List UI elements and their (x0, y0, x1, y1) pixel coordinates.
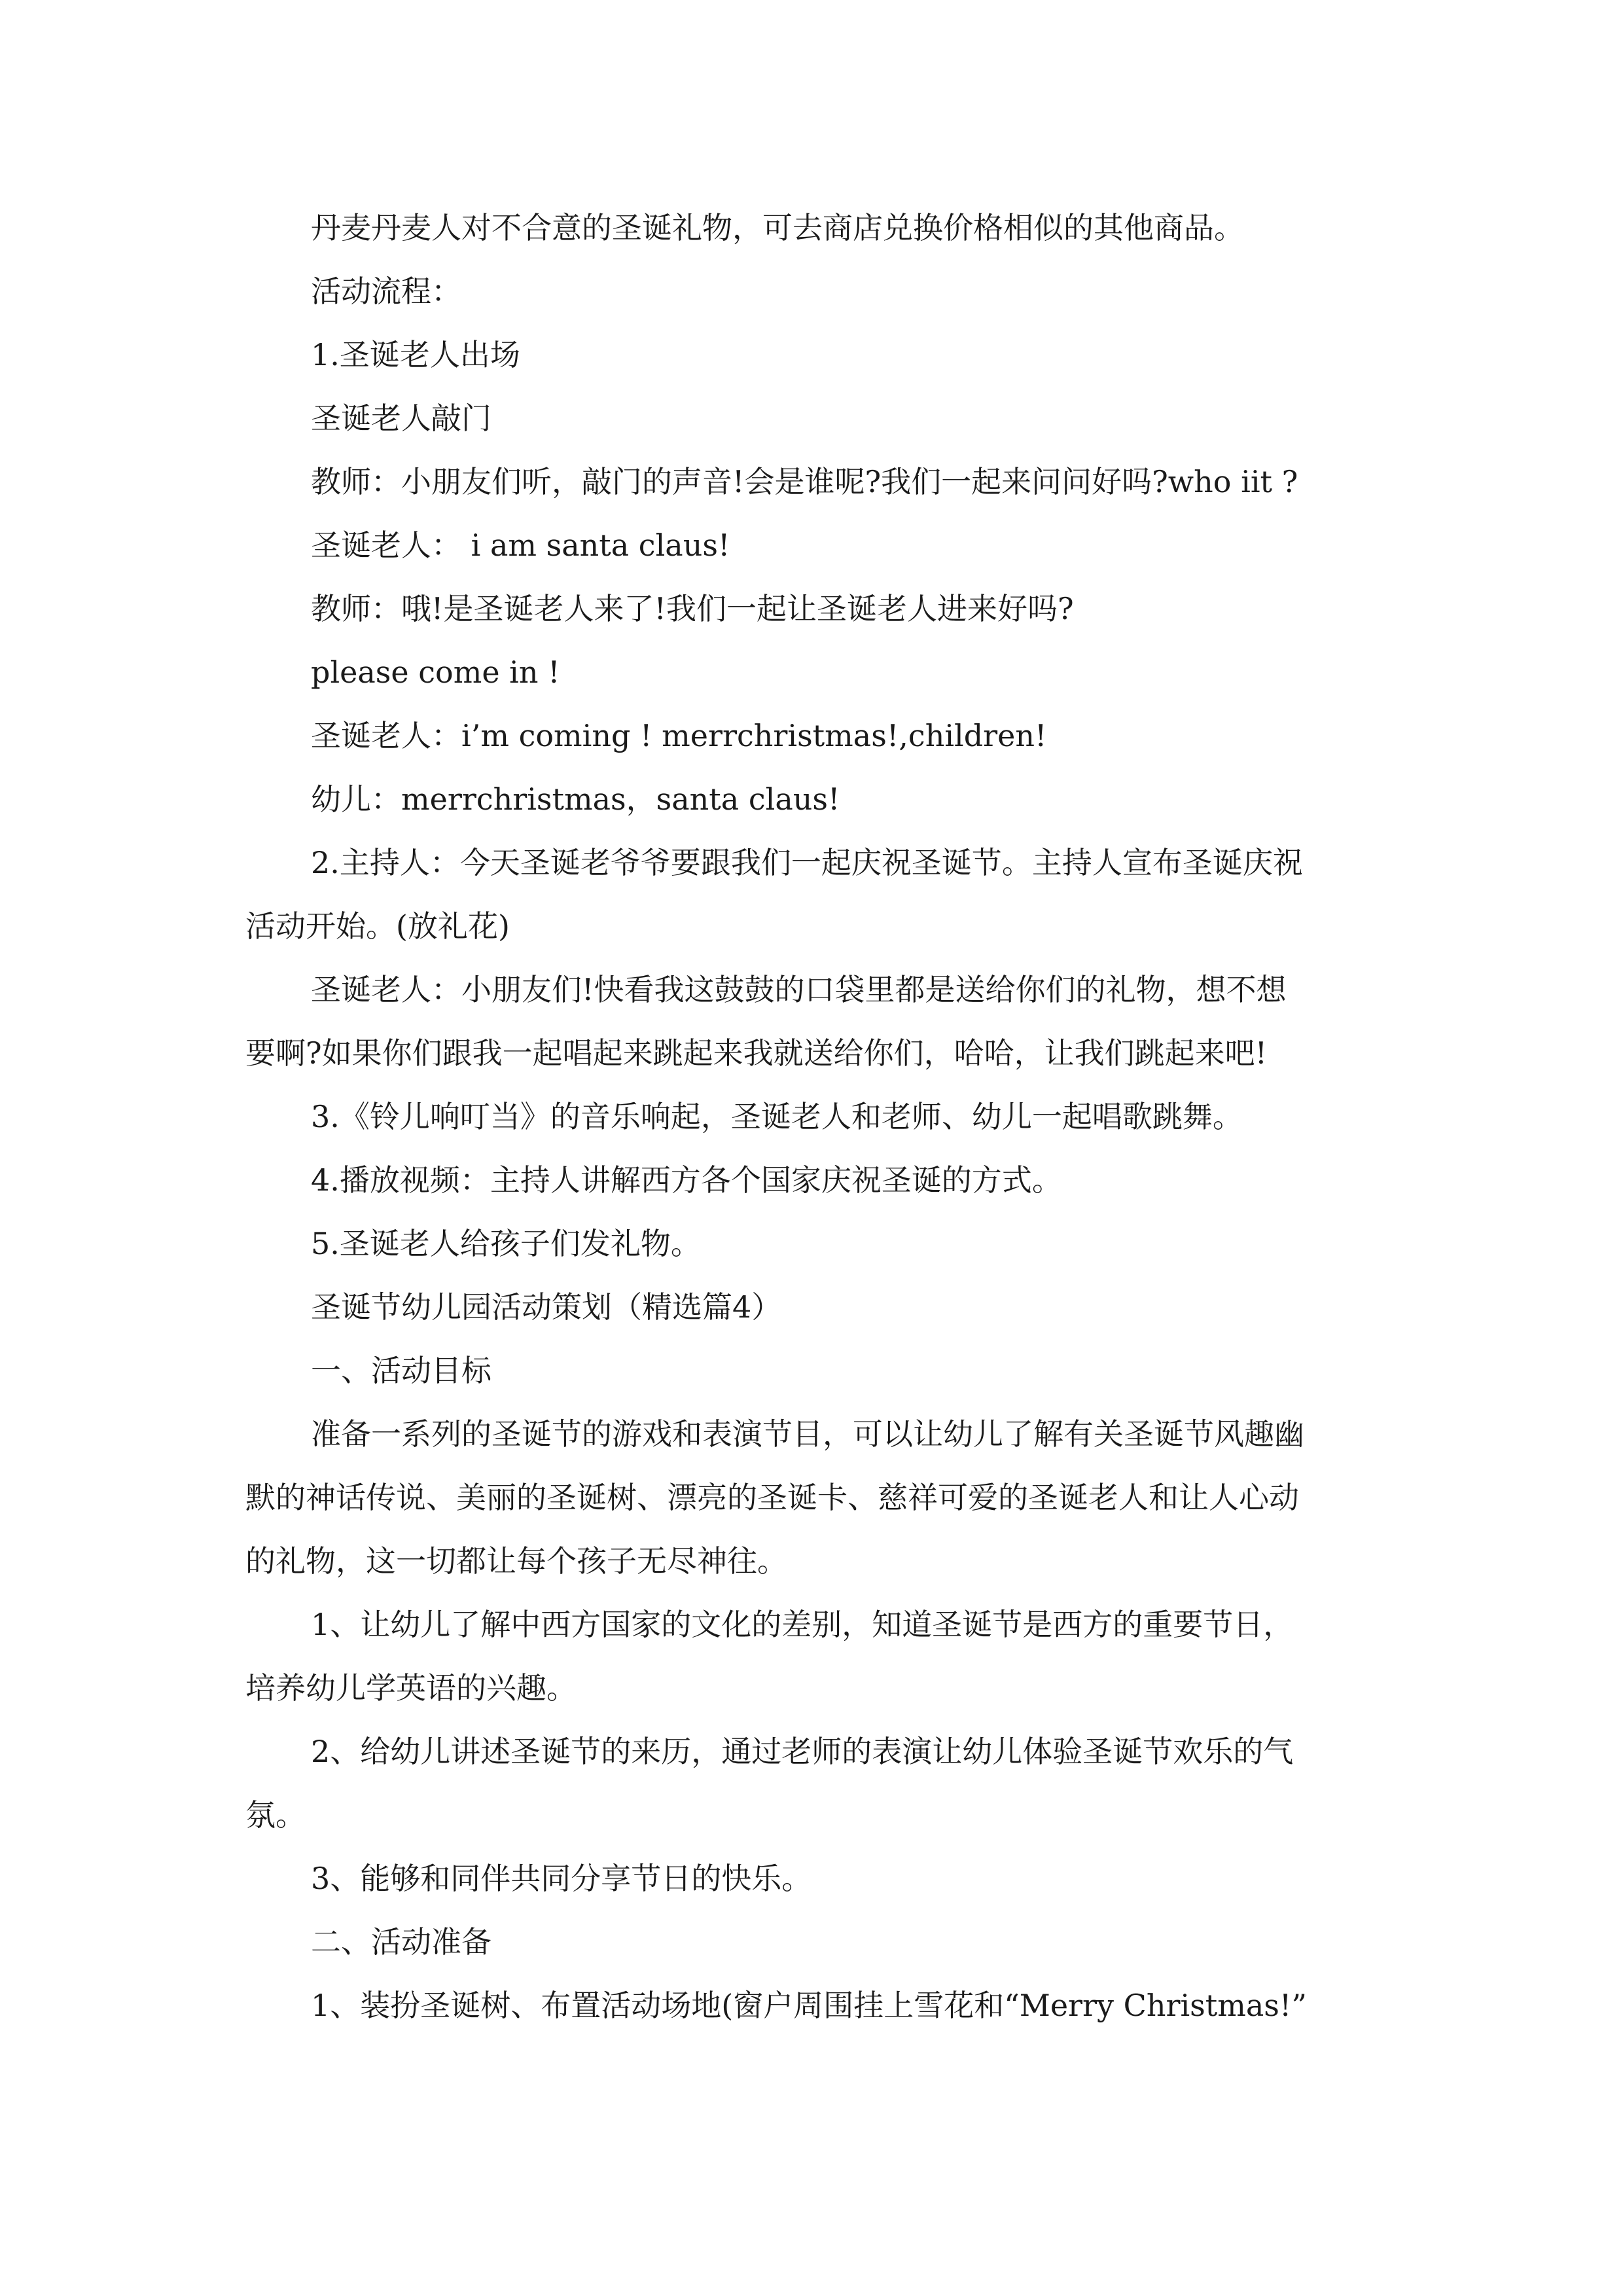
step-heading: 4.播放视频：主持人讲解西方各个国家庆祝圣诞的方式。 (311, 1162, 1062, 1198)
paragraph-line: 准备一系列的圣诞节的游戏和表演节目，可以让幼儿了解有关圣诞节风趣幽 (311, 1416, 1304, 1452)
step-heading: 1.圣诞老人出场 (311, 337, 520, 372)
section-label-activity-flow: 活动流程： (311, 274, 461, 309)
dialogue-line: please come in ! (311, 655, 560, 690)
paragraph-line-continuation: 要啊?如果你们跟我一起唱起来跳起来我就送给你们，哈哈，让我们跳起来吧! (245, 1035, 1268, 1071)
step-heading: 2.主持人：今天圣诞老爷爷要跟我们一起庆祝圣诞节。主持人宣布圣诞庆祝 (311, 845, 1303, 880)
dialogue-line: 圣诞老人：小朋友们!快看我这鼓鼓的口袋里都是送给你们的礼物，想不想 (311, 972, 1287, 1007)
document-body (245, 196, 1384, 2037)
dialogue-line: 教师：小朋友们听，敲门的声音!会是谁呢?我们一起来问问好吗?who iit ? (311, 464, 1298, 499)
list-item: 2、给幼儿讲述圣诞节的来历，通过老师的表演让幼儿体验圣诞节欢乐的气 (311, 1734, 1294, 1769)
paragraph-line-continuation: 的礼物，这一切都让每个孩子无尽神往。 (245, 1543, 787, 1579)
paragraph-line-continuation: 培养幼儿学英语的兴趣。 (245, 1670, 577, 1706)
list-item: 1、让幼儿了解中西方国家的文化的差别，知道圣诞节是西方的重要节日， (311, 1607, 1294, 1642)
paragraph-line: 丹麦丹麦人对不合意的圣诞礼物，可去商店兑换价格相似的其他商品。 (311, 210, 1244, 245)
list-item: 1、装扮圣诞树、布置活动场地(窗户周围挂上雪花和“Merry Christmas!” (311, 1988, 1307, 2023)
dialogue-line: 教师：哦!是圣诞老人来了!我们一起让圣诞老人进来好吗? (311, 591, 1074, 626)
paragraph-line: 圣诞老人敲门 (311, 401, 491, 436)
dialogue-line: 幼儿：merrchristmas，santa claus! (311, 781, 840, 817)
section-heading-goals: 一、活动目标 (311, 1353, 491, 1388)
paragraph-line-continuation: 活动开始。(放礼花) (245, 908, 510, 944)
list-item: 3、能够和同伴共同分享节日的快乐。 (311, 1861, 812, 1896)
section-heading-preparation: 二、活动准备 (311, 1924, 491, 1960)
paragraph-line-continuation: 氛。 (245, 1797, 306, 1833)
step-heading: 3.《铃儿响叮当》的音乐响起，圣诞老人和老师、幼儿一起唱歌跳舞。 (311, 1099, 1243, 1134)
step-heading: 5.圣诞老人给孩子们发礼物。 (311, 1226, 701, 1261)
dialogue-line: 圣诞老人： i am santa claus! (311, 528, 730, 563)
section-title: 圣诞节幼儿园活动策划（精选篇4） (311, 1289, 782, 1325)
paragraph-line-continuation: 默的神话传说、美丽的圣诞树、漂亮的圣诞卡、慈祥可爱的圣诞老人和让人心动 (245, 1480, 1299, 1515)
dialogue-line: 圣诞老人：i’m coming ! merrchristmas!,children! (311, 718, 1047, 753)
